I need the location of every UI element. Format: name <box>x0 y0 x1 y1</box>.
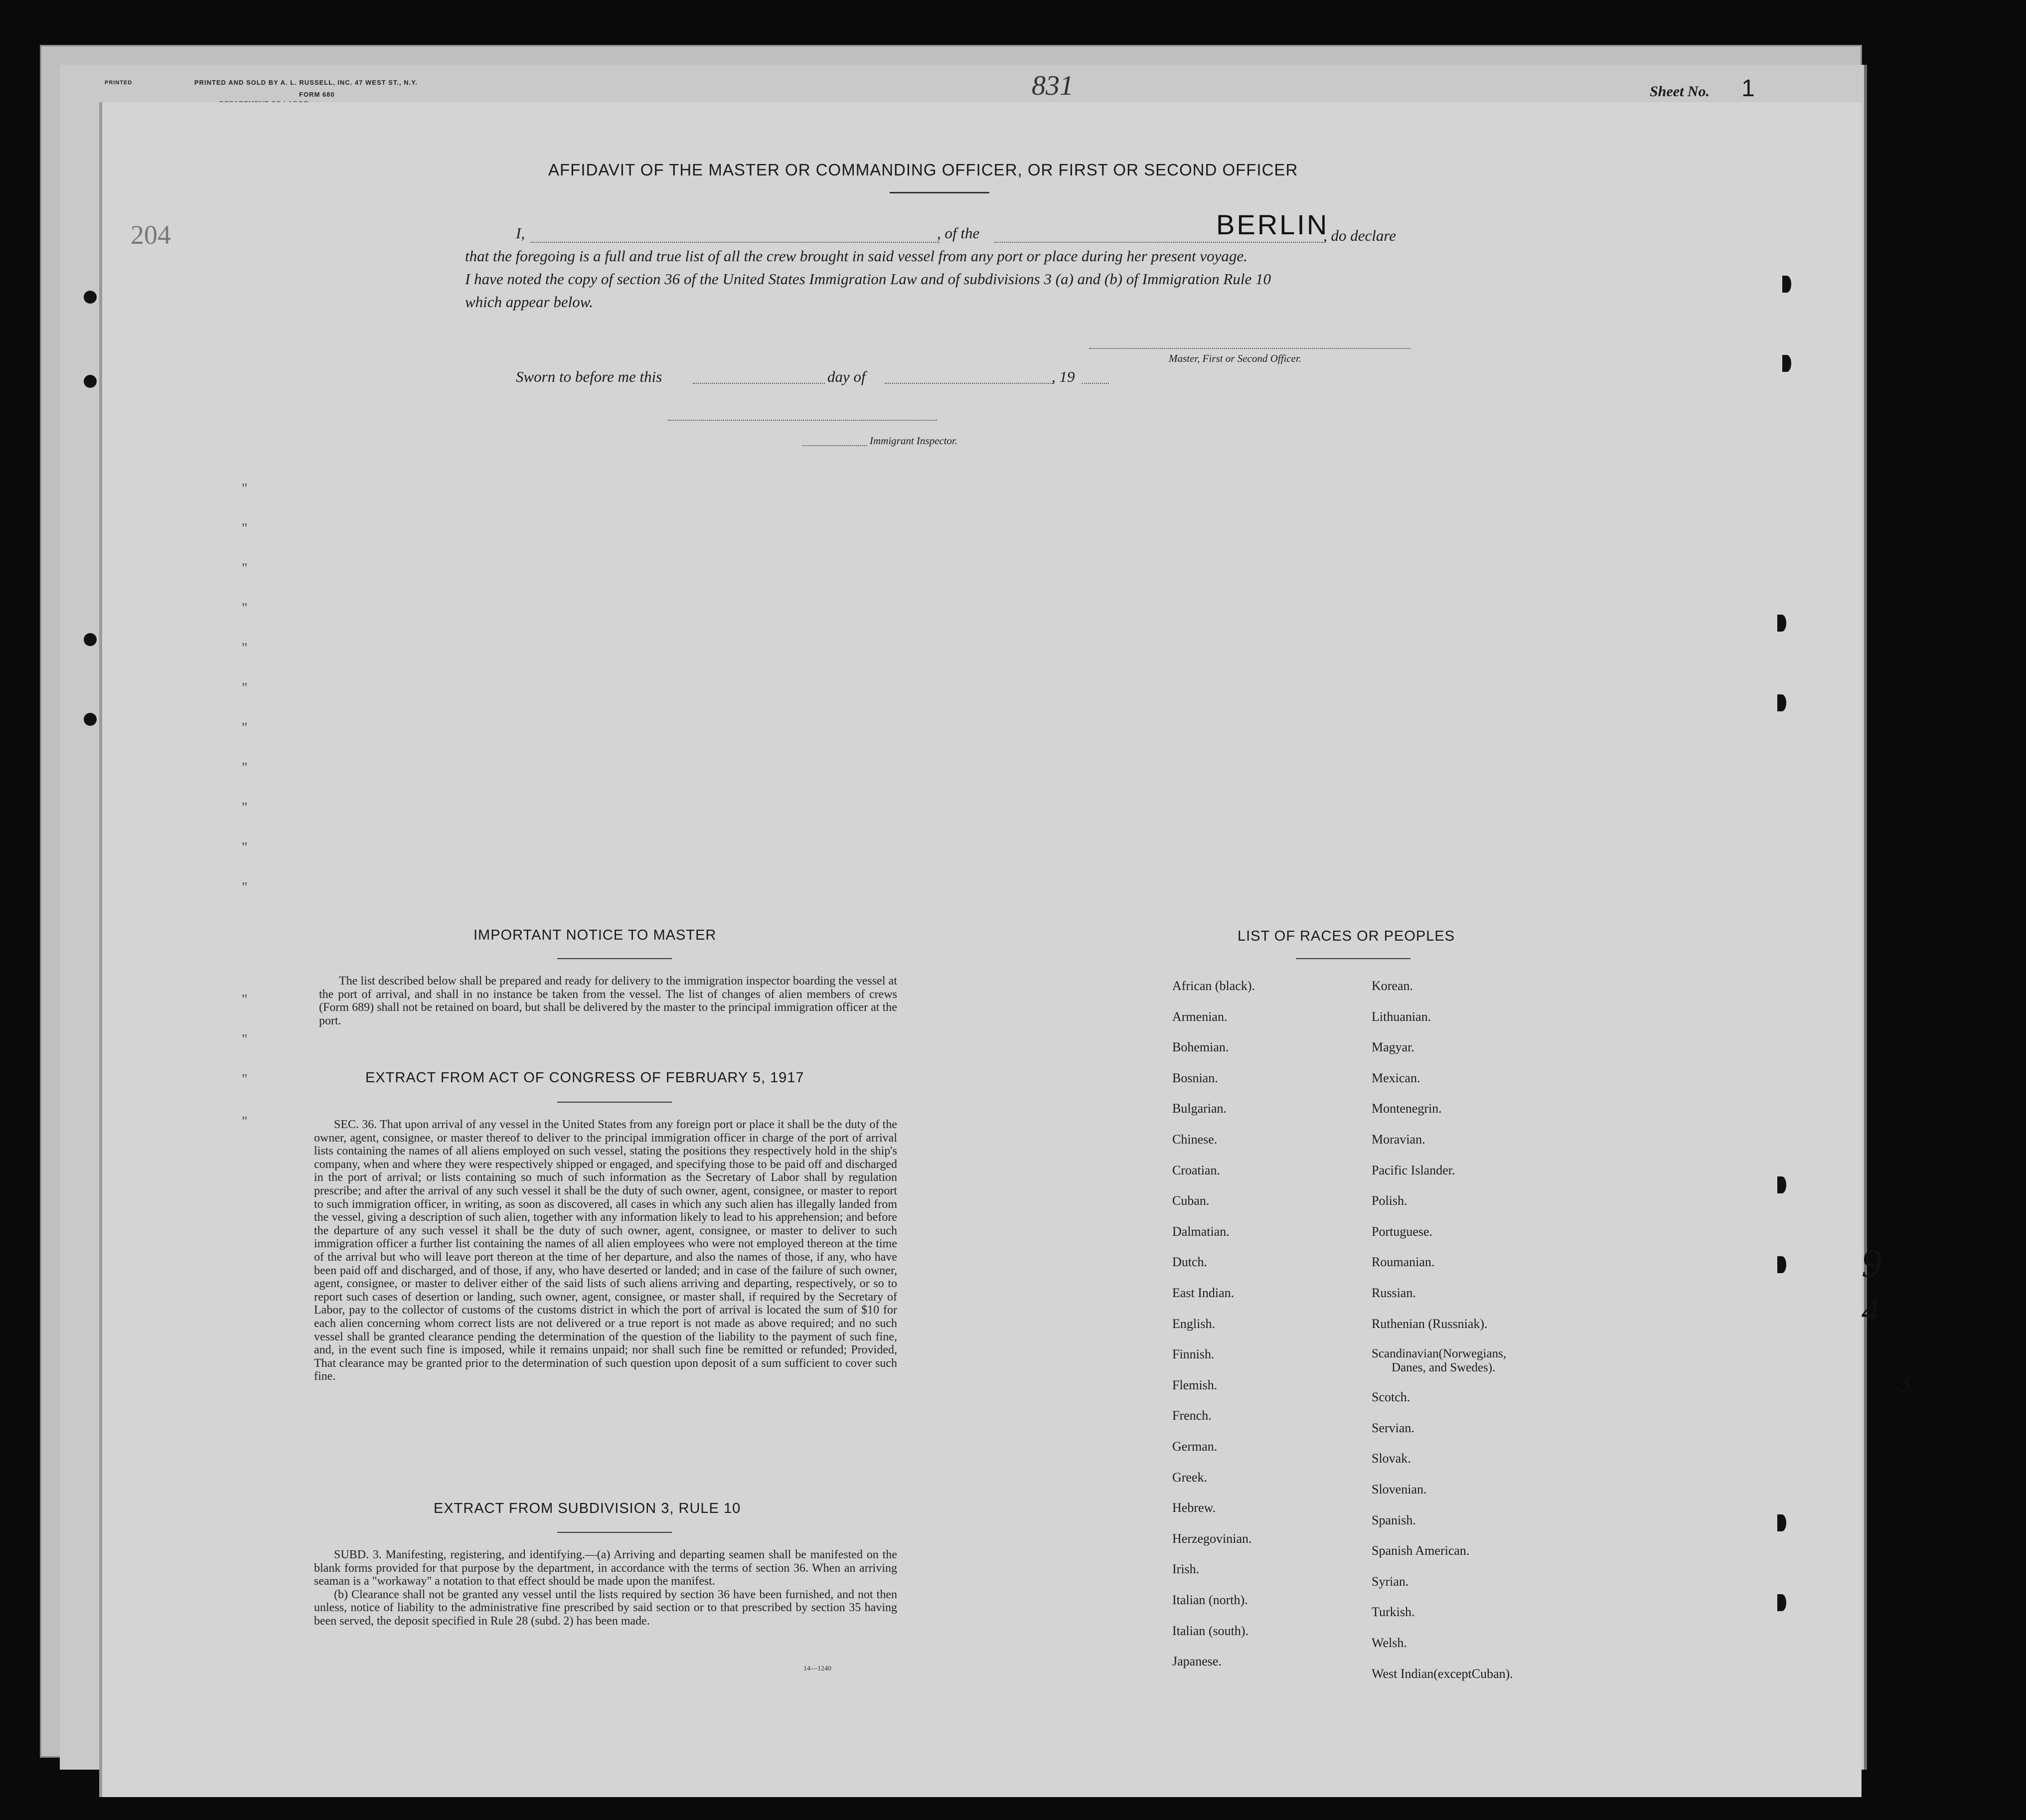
race-item: African (black). <box>1172 979 1255 993</box>
race-item: Dutch. <box>1172 1255 1208 1270</box>
affidavit-i-label: I, <box>516 224 525 242</box>
race-item: Portuguese. <box>1372 1224 1433 1239</box>
binder-hole <box>1777 615 1786 632</box>
sworn-day-line <box>693 383 825 384</box>
ditto-mark: " <box>242 680 248 696</box>
race-item: Spanish American. <box>1372 1543 1470 1558</box>
ditto-mark: " <box>242 720 248 736</box>
year-label: , 19 <box>1052 368 1075 385</box>
printed-label: PRINTED <box>105 80 133 86</box>
affidavit-title: AFFIDAVIT OF THE MASTER OR COMMANDING OFFICER, OR FIRST OR SECOND OFFICER <box>548 161 1298 179</box>
race-item: Armenian. <box>1172 1009 1228 1024</box>
inspector-signature-line <box>668 420 937 421</box>
race-item: Montenegrin. <box>1372 1101 1442 1116</box>
race-item: Russian. <box>1372 1286 1416 1300</box>
act-text <box>314 1118 897 1383</box>
inspector-label: Immigrant Inspector. <box>870 435 958 447</box>
race-item: Scotch. <box>1372 1390 1410 1405</box>
act-rule <box>557 1102 672 1103</box>
master-signature-label: Master, First or Second Officer. <box>1169 352 1301 364</box>
race-item: Welsh. <box>1372 1636 1407 1650</box>
race-item: Turkish. <box>1372 1605 1415 1620</box>
ditto-mark: " <box>242 1114 248 1130</box>
race-item: Bosnian. <box>1172 1070 1218 1085</box>
race-item: East Indian. <box>1172 1286 1235 1300</box>
binder-hole <box>1777 1176 1786 1193</box>
margin-mark: 3 <box>1898 1369 1910 1397</box>
race-item: Dalmatian. <box>1172 1224 1230 1239</box>
title-rule <box>890 192 989 193</box>
sworn-year-line <box>1082 383 1109 384</box>
rule-rule <box>557 1532 672 1533</box>
binder-hole <box>84 375 97 388</box>
vessel-name: BERLIN <box>1216 209 1329 240</box>
race-item: Spanish. <box>1372 1512 1416 1527</box>
race-item: Finnish. <box>1172 1347 1215 1362</box>
race-item: Herzegovinian. <box>1172 1531 1252 1546</box>
sworn-month-line <box>885 383 1054 384</box>
race-item: Moravian. <box>1372 1132 1425 1147</box>
margin-mark: 4 <box>1862 1292 1879 1330</box>
binder-hole <box>1777 1594 1786 1611</box>
race-item: Roumanian. <box>1372 1255 1435 1270</box>
affidavit-line-4: which appear below. <box>465 293 593 311</box>
notice-rule <box>557 958 672 959</box>
ditto-mark: " <box>242 521 248 536</box>
race-item: Slovak. <box>1372 1451 1411 1466</box>
ditto-mark: " <box>242 641 248 656</box>
ditto-mark: " <box>242 992 248 1007</box>
ditto-mark: " <box>242 481 248 496</box>
race-item: Servian. <box>1372 1420 1414 1435</box>
binder-hole <box>84 713 97 726</box>
act-paragraph: SEC. 36. That upon arrival of any vessel in the United States from any foreign port or place it shall be the duty of the owner, agent, consignee, or master thereof to deliver to the principal immigration officer in charge of the port of arrival lists containing the names of all aliens employed on such vessel, stating the positions they respectively hold in the ship's company, when and where they were respectively shipped or engaged, and specifying those to be paid off and discharged in the port of arrival; or lists containing so much of such information as the Secretary of Labor shall by regulation prescribe; and after the arrival of any such vessel it shall be the duty of such owner, agent, consignee, or master to report to such immigration officer, in writing, as soon as discovered, all cases in which any such alien has illegally landed from the vessel, giving a description of such alien, together with any information likely to lead to his apprehension; and before the departure of any such vessel it shall be the duty of such owner, agent, consignee, or master to deliver to such immigration officer a further list containing the names of all alien employees who were not employed thereon at the time of the arrival but who will leave port thereon at the time of her departure, and also the names of those, if any, who have been paid off and discharged, and of those, if any, who have deserted or landed; and in case of the failure of such owner, agent, consignee, or master to deliver either of the said lists of such aliens arriving and departing, respectively, or so to report such cases of desertion or landing, such owner, agent, consignee, or master shall, if required by the Secretary of Labor, pay to the collector of customs of the customs district in which the port of arrival is located the sum of $10 for each alien concerning whom correct lists are not delivered or a true report is not made as above required; and no such vessel shall be granted clearance pending the determination of the question of the liability to the payment of such fine, and, in the event such fine is imposed, while it remains unpaid; nor shall such fine be remitted or refunded; Provided, That clearance may be granted prior to the determination of such question upon deposit of a sum sufficient to cover such fine. <box>314 1118 897 1383</box>
binder-hole <box>84 291 97 304</box>
form-code: 14—1240 <box>803 1665 831 1672</box>
race-item: Syrian. <box>1372 1574 1409 1589</box>
printer-line: PRINTED AND SOLD BY A. L. RUSSELL, INC. 47 WEST ST., N.Y. <box>194 79 418 86</box>
declare-label: , do declare <box>1323 227 1397 244</box>
race-item: Croatian. <box>1172 1162 1221 1177</box>
day-of-label: day of <box>827 368 866 385</box>
ditto-mark: " <box>242 1072 248 1087</box>
ditto-mark: " <box>242 760 248 776</box>
rule-text <box>314 1548 897 1628</box>
ditto-mark: " <box>242 1032 248 1047</box>
sheet-number-value: 1 <box>1714 75 1783 104</box>
binder-hole <box>1777 694 1786 711</box>
binder-hole <box>1782 355 1791 372</box>
race-item: Flemish. <box>1172 1377 1218 1392</box>
binder-hole <box>1777 1514 1786 1531</box>
race-item: Pacific Islander. <box>1372 1162 1455 1177</box>
rule-title: EXTRACT FROM SUBDIVISION 3, RULE 10 <box>434 1500 741 1516</box>
of-the-label: , of the <box>937 224 980 242</box>
sheet-number-label: Sheet No. <box>1650 83 1710 100</box>
race-item: Danes, and Swedes). <box>1392 1361 1496 1375</box>
notice-text <box>319 975 897 1027</box>
rule-paragraph-a: SUBD. 3. Manifesting, registering, and identifying.—(a) Arriving and departing seamen shall be manifested on the blank forms provided for that purpose by the department, in accordance with the terms of section 36. When an arriving seaman is a "workaway" a notation to that effect should be made upon the manifest. <box>314 1548 897 1588</box>
races-rule <box>1296 958 1410 959</box>
affidavit-sheet <box>102 102 1862 1797</box>
race-item: Ruthenian (Russniak). <box>1372 1316 1488 1331</box>
race-item: Bulgarian. <box>1172 1101 1227 1116</box>
sworn-label: Sworn to before me this <box>516 368 662 385</box>
race-item: French. <box>1172 1408 1212 1423</box>
race-item: Lithuanian. <box>1372 1009 1431 1024</box>
race-item: West Indian(exceptCuban). <box>1372 1666 1513 1681</box>
race-item: Magyar. <box>1372 1040 1414 1055</box>
affidavit-line-3: I have noted the copy of section 36 of the United States Immigration Law and of subdivisions 3 (a) and (b) of Immigration Rule 10 <box>465 270 1271 288</box>
ditto-mark: " <box>242 840 248 855</box>
race-item: Slovenian. <box>1372 1482 1427 1496</box>
notice-title: IMPORTANT NOTICE TO MASTER <box>473 927 717 943</box>
act-title: EXTRACT FROM ACT OF CONGRESS OF FEBRUARY 5, 1917 <box>365 1070 804 1086</box>
binder-hole <box>1782 276 1791 293</box>
race-item: Japanese. <box>1172 1654 1222 1669</box>
race-item: Polish. <box>1372 1193 1407 1208</box>
sheet-number <box>1650 75 1783 104</box>
vessel-line <box>994 242 1323 243</box>
race-item: Korean. <box>1372 979 1413 993</box>
race-item: Chinese. <box>1172 1132 1218 1147</box>
race-item: Bohemian. <box>1172 1040 1229 1055</box>
rule-paragraph-b: (b) Clearance shall not be granted any vessel until the lists required by section 36 have been furnished, and not then unless, notice of liability to the administrative fine prescribed by said section or to that prescribed by section 35 having been served, the deposit specified in Rule 28 (subd. 2) has been made. <box>314 1588 897 1628</box>
ditto-mark: " <box>242 601 248 616</box>
race-item: Mexican. <box>1372 1070 1420 1085</box>
race-item: German. <box>1172 1439 1218 1454</box>
notice-paragraph: The list described below shall be prepared and ready for delivery to the immigration inspector boarding the vessel at the port of arrival, and shall in no instance be taken from the vessel. The list of changes of alien members of crews (Form 689) shall not be retained on board, but shall be delivered by the master to the principal immigration officer at the port. <box>319 975 897 1027</box>
ditto-mark: " <box>242 880 248 895</box>
races-title: LIST OF RACES OR PEOPLES <box>1238 928 1455 944</box>
race-item: Hebrew. <box>1172 1500 1216 1515</box>
race-item: Cuban. <box>1172 1193 1210 1208</box>
race-item: Irish. <box>1172 1562 1200 1577</box>
master-signature-line <box>1089 348 1410 349</box>
race-item: Italian (north). <box>1172 1593 1248 1607</box>
form-number: FORM 680 <box>299 91 335 98</box>
binder-hole <box>1777 1256 1786 1273</box>
stamp-number: 204 <box>131 220 171 250</box>
race-item: Greek. <box>1172 1470 1208 1485</box>
binder-hole <box>84 633 97 646</box>
name-line <box>531 242 939 243</box>
ditto-mark: " <box>242 561 248 576</box>
inspector-lead-line <box>802 445 867 446</box>
handwritten-top-number: 831 <box>1032 70 1074 101</box>
affidavit-line-2: that the foregoing is a full and true list of all the crew brought in said vessel from any port or place during her present voyage. <box>465 247 1247 265</box>
race-item: Scandinavian(Norwegians, <box>1372 1347 1507 1361</box>
race-item: Italian (south). <box>1172 1623 1249 1638</box>
race-item: English. <box>1172 1316 1215 1331</box>
ditto-mark: " <box>242 800 248 816</box>
margin-mark: 9 <box>1862 1242 1881 1286</box>
